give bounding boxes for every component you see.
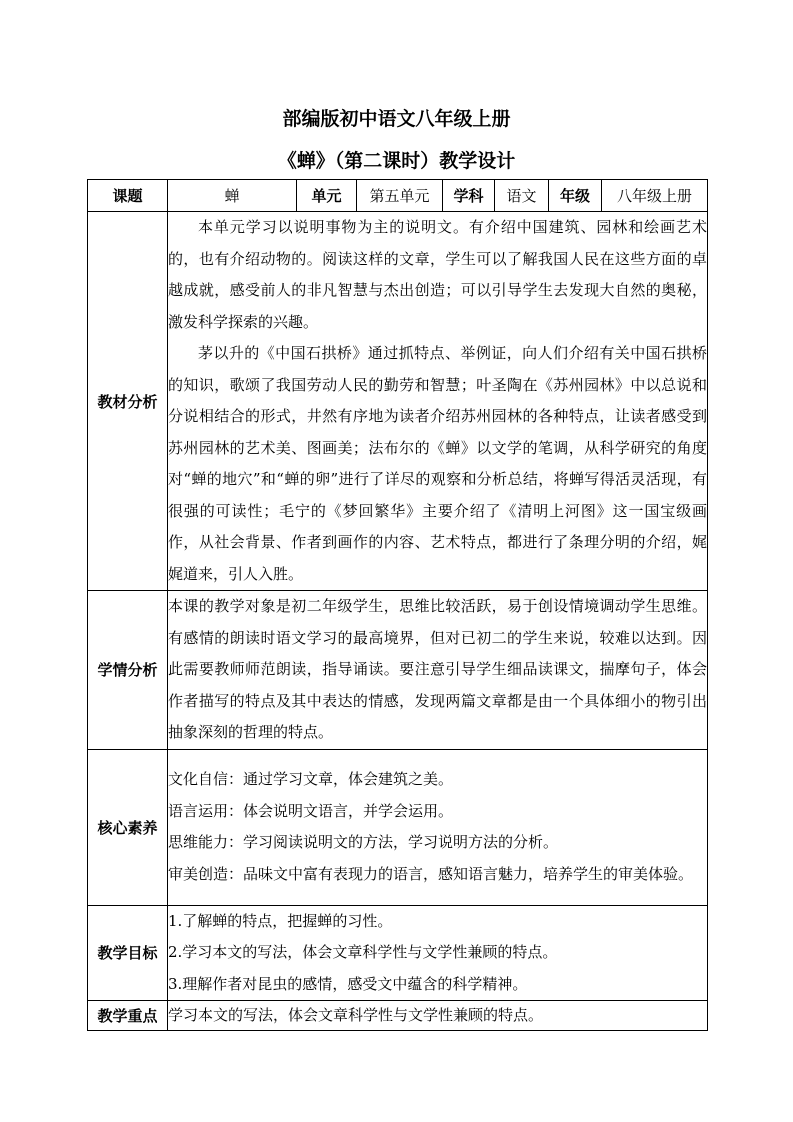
grade-label: 年级 xyxy=(549,180,602,212)
document-title: 部编版初中语文八年级上册 xyxy=(282,108,511,130)
teaching-goals-row xyxy=(88,905,708,1001)
header-row xyxy=(88,180,708,212)
textbook-paragraph-2: 茅以升的《中国石拱桥》通过抓特点、举例证，向人们介绍有关中国石拱桥的知识，歌颂了我国劳动人民的勤劳和智慧；叶圣陶在《苏州园林》中以总说和分说相结合的形式，井然有序地为读者介绍苏州园林的各种特点，让读者感受到苏州园林的艺术美、图画美；法布尔的《蝉》以文学的笔调，从科学研究的角度对“蝉的地穴”和“蝉的卵”进行了详尽的观察和分析总结，将蝉写得活灵活现，有很强的可读性；毛宁的《梦回繁华》主要介绍了《清明上河图》这一国宝级画作，从社会背景、作者到画作的内容、艺术特点，都进行了条理分明的介绍，娓娓道来，引人入胜。 xyxy=(168,344,707,583)
core-literacy-content xyxy=(168,749,708,905)
lesson-plan-table xyxy=(87,179,708,1031)
literacy-line-3: 思维能力：学习阅读说明文的方法，学习说明方法的分析。 xyxy=(168,833,559,851)
student-analysis-label: 学情分析 xyxy=(88,591,168,750)
course-value: 蝉 xyxy=(168,180,297,212)
goal-line-1: 1.了解蝉的特点，把握蝉的习性。 xyxy=(168,911,393,930)
textbook-analysis-label: 教材分析 xyxy=(88,212,168,591)
student-analysis-text: 本课的教学对象是初二年级学生，思维比较活跃，易于创设情境调动学生思维。有感情的朗读时语文学习的最高境界，但对已初二的学生来说，较难以达到。因此需要教师师范朗读，指导诵读。要注意引导学生细品读课文，揣摩句子，体会作者描写的特点及其中表达的情感，发现两篇文章都是由一个具体细小的物引出抽象深刻的哲理的特点。 xyxy=(168,597,707,741)
teaching-focus-label: 教学重点 xyxy=(88,1001,168,1031)
literacy-line-4: 审美创造：品味文中富有表现力的语言，感知语言魅力，培养学生的审美体验。 xyxy=(168,864,694,883)
literacy-line-1: 文化自信：通过学习文章，体会建筑之美。 xyxy=(168,770,454,788)
textbook-analysis-row xyxy=(88,212,708,591)
textbook-analysis-content xyxy=(168,212,708,591)
subject-label: 学科 xyxy=(443,180,495,212)
core-literacy-row xyxy=(88,749,708,905)
subject-value: 语文 xyxy=(495,180,549,212)
document-subtitle: 《蝉》（第二课时）教学设计 xyxy=(277,150,516,172)
teaching-focus-text: 学习本文的写法，体会文章科学性与文学性兼顾的特点。 xyxy=(168,1006,544,1024)
student-analysis-row xyxy=(88,591,708,750)
core-literacy-label: 核心素养 xyxy=(88,749,168,905)
teaching-goals-content xyxy=(168,905,708,1001)
literacy-line-2: 语言运用：体会说明文语言，并学会运用。 xyxy=(168,801,454,820)
student-analysis-content xyxy=(168,591,708,750)
teaching-goals-label: 教学目标 xyxy=(88,905,168,1001)
course-label: 课题 xyxy=(88,180,168,212)
teaching-focus-row xyxy=(88,1001,708,1031)
goal-line-3: 3.理解作者对昆虫的感情，感受文中蕴含的科学精神。 xyxy=(168,974,528,993)
goal-line-2: 2.学习本文的写法，体会文章科学性与文学性兼顾的特点。 xyxy=(168,943,558,961)
unit-value: 第五单元 xyxy=(357,180,443,212)
teaching-focus-content xyxy=(168,1001,708,1031)
unit-label: 单元 xyxy=(297,180,357,212)
textbook-paragraph-1: 本单元学习以说明事物为主的说明文。有介绍中国建筑、园林和绘画艺术的，也有介绍动物的。阅读这样的文章，学生可以了解我国人民在这些方面的卓越成就，感受前人的非凡智慧与杰出创造；可以引导学生去发现大自然的奥秘，激发科学探索的兴趣。 xyxy=(168,218,707,331)
grade-value: 八年级上册 xyxy=(602,180,708,212)
